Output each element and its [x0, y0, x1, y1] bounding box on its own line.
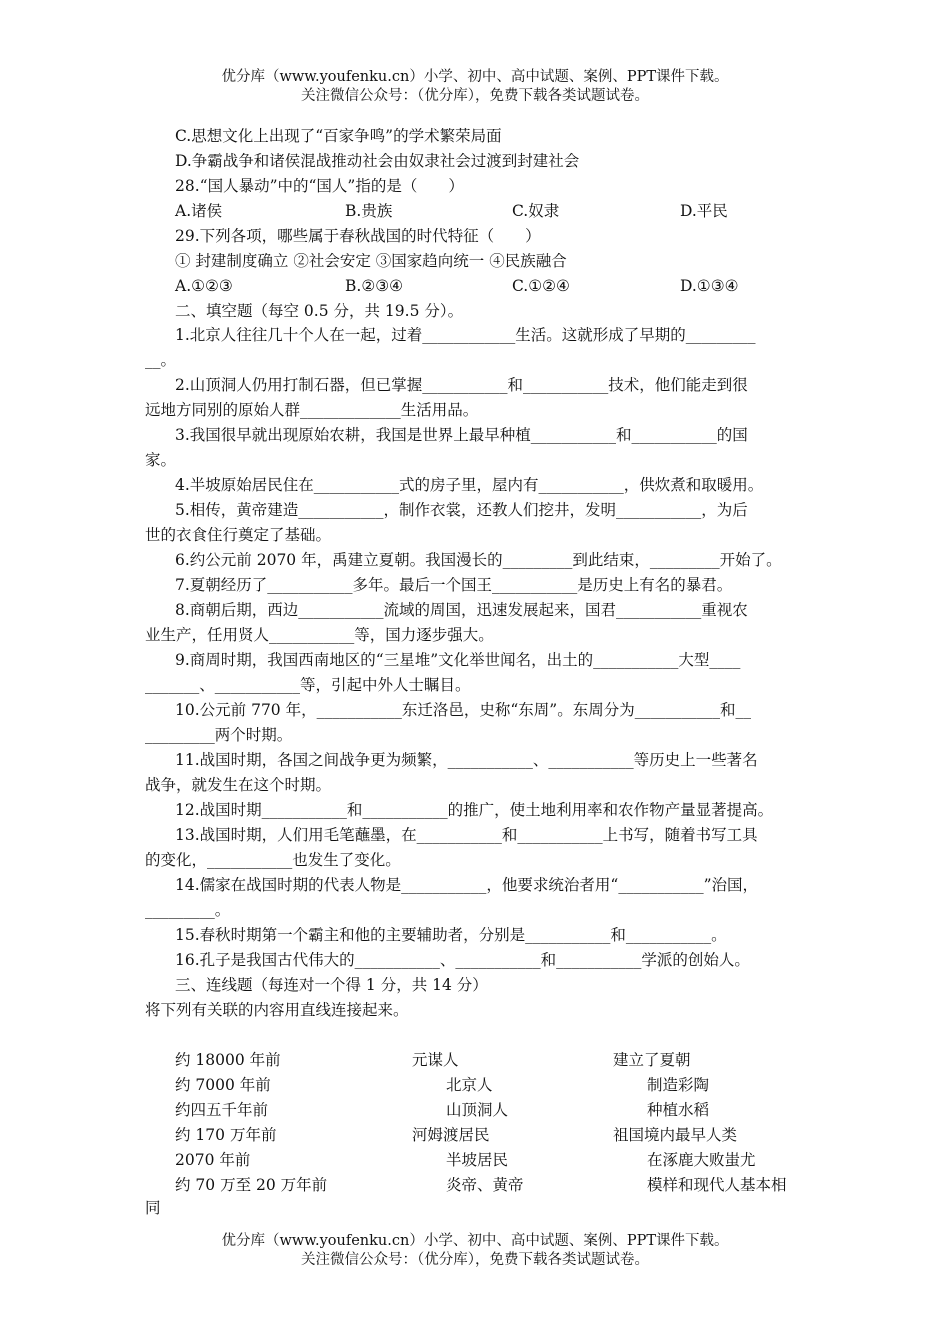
fill-11-a: 11.战国时期，各国之间战争更为频繁，___________、___________等历史上一些著名: [175, 751, 758, 769]
q29-option-d: D.①③④: [680, 277, 739, 295]
fill-3-b: 家。: [145, 451, 177, 469]
match-col3-item: 模样和现代人基本相: [647, 1176, 787, 1194]
question-29-items: ① 封建制度确立 ②社会安定 ③国家趋向统一 ④民族融合: [175, 252, 567, 270]
fill-2-b: 远地方同别的原始人群_____________生活用品。: [145, 401, 479, 419]
fill-4: 4.半坡原始居民住在___________式的房子里，屋内有___________，供炊煮和取暖用。: [175, 476, 764, 494]
fill-7: 7.夏朝经历了___________多年。最后一个国王___________是历史上有名的暴君。: [175, 576, 733, 594]
match-col2-item: 河姆渡居民: [412, 1126, 490, 1144]
q29-option-c: C.①②④: [512, 277, 570, 295]
match-col1-item: 约 70 万至 20 万年前: [175, 1176, 328, 1194]
header-line-1: 优分库（www.youfenku.cn）小学、初中、高中试题、案例、PPT课件下载。: [221, 69, 729, 85]
footer-line-1: 优分库（www.youfenku.cn）小学、初中、高中试题、案例、PPT课件下载。: [221, 1233, 729, 1249]
match-col2-item: 北京人: [446, 1076, 493, 1094]
section-3-instruction: 将下列有关联的内容用直线连接起来。: [145, 1001, 409, 1019]
match-col1-item: 约 18000 年前: [175, 1051, 281, 1069]
match-col2-item: 山顶洞人: [446, 1101, 509, 1119]
fill-16: 16.孔子是我国古代伟大的___________、___________和___________学派的创始人。: [175, 951, 750, 969]
match-col3-item: 种植水稻: [647, 1101, 710, 1119]
fill-8-a: 8.商朝后期，西边___________流域的周国，迅速发展起来，国君___________重视农: [175, 601, 748, 619]
fill-1-a: 1.北京人往往几十个人在一起，过着____________生活。这就形成了早期的_________: [175, 326, 756, 344]
q28-option-c: C.奴隶: [512, 202, 560, 220]
fill-12: 12.战国时期___________和___________的推广，使土地利用率和农作物产量显著提高。: [175, 801, 774, 819]
match-col2-item: 半坡居民: [446, 1151, 509, 1169]
fill-11-b: 战争，就发生在这个时期。: [145, 776, 332, 794]
fill-9-b: _______、___________等，引起中外人士瞩目。: [145, 676, 471, 694]
fill-5-b: 世的衣食住行奠定了基础。: [145, 526, 332, 544]
section-3-title: 三、连线题（每连对一个得 1 分，共 14 分）: [175, 976, 488, 994]
q29-option-b: B.②③④: [345, 277, 404, 295]
fill-9-a: 9.商周时期，我国西南地区的“三星堆”文化举世闻名，出土的___________大型____: [175, 651, 741, 669]
header-line-2: 关注微信公众号：（优分库），免费下载各类试题试卷。: [301, 88, 649, 104]
section-2-title: 二、填空题（每空 0.5 分，共 19.5 分）。: [175, 302, 464, 320]
match-col3-item: 建立了夏朝: [613, 1051, 691, 1069]
q28-option-d: D.平民: [680, 202, 728, 220]
fill-6: 6.约公元前 2070 年，禹建立夏朝。我国漫长的_________到此结束，_________开始了。: [175, 551, 782, 569]
fill-15: 15.春秋时期第一个霸主和他的主要辅助者，分别是___________和___________。: [175, 926, 727, 944]
match-col2-item: 炎帝、黄帝: [446, 1176, 524, 1194]
q29-option-a: A.①②③: [175, 277, 233, 295]
fill-1-b: __。: [145, 351, 177, 369]
fill-13-a: 13.战国时期，人们用毛笔蘸墨，在___________和___________上书写，随着书写工具: [175, 826, 758, 844]
question-29: 29.下列各项，哪些属于春秋战国的时代特征（ ）: [175, 227, 541, 245]
option-27d: D.争霸战争和诸侯混战推动社会由奴隶社会过渡到封建社会: [175, 152, 580, 170]
match-col3-wrap: 同: [145, 1199, 161, 1217]
match-col1-item: 约四五千年前: [175, 1101, 269, 1119]
q28-option-a: A.诸侯: [175, 202, 223, 220]
fill-2-a: 2.山顶洞人仍用打制石器，但已掌握___________和___________技术，他们能走到很: [175, 376, 748, 394]
match-col3-item: 制造彩陶: [647, 1076, 710, 1094]
match-col1-item: 约 7000 年前: [175, 1076, 271, 1094]
fill-10-b: _________两个时期。: [145, 726, 293, 744]
match-col3-item: 祖国境内最早人类: [613, 1126, 738, 1144]
match-col3-item: 在涿鹿大败蚩尤: [647, 1151, 756, 1169]
match-col1-item: 约 170 万年前: [175, 1126, 277, 1144]
footer-line-2: 关注微信公众号：（优分库），免费下载各类试题试卷。: [301, 1252, 649, 1268]
fill-14-b: _________。: [145, 901, 231, 919]
match-col1-item: 2070 年前: [175, 1151, 251, 1169]
q28-option-b: B.贵族: [345, 202, 393, 220]
fill-10-a: 10.公元前 770 年，___________东迁洛邑，史称“东周”。东周分为___________和__: [175, 701, 751, 719]
question-28: 28.“国人暴动”中的“国人”指的是（ ）: [175, 177, 464, 195]
fill-13-b: 的变化，___________也发生了变化。: [145, 851, 401, 869]
option-27c: C.思想文化上出现了“百家争鸣”的学术繁荣局面: [175, 127, 502, 145]
fill-5-a: 5.相传，黄帝建造___________，制作衣裳，还教人们挖井，发明___________，为后: [175, 501, 748, 519]
fill-8-b: 业生产，任用贤人___________等，国力逐步强大。: [145, 626, 494, 644]
match-col2-item: 元谋人: [412, 1051, 459, 1069]
fill-3-a: 3.我国很早就出现原始农耕，我国是世界上最早种植___________和___________的国: [175, 426, 748, 444]
fill-14-a: 14.儒家在战国时期的代表人物是___________，他要求统治者用“___________”治国，: [175, 876, 759, 894]
